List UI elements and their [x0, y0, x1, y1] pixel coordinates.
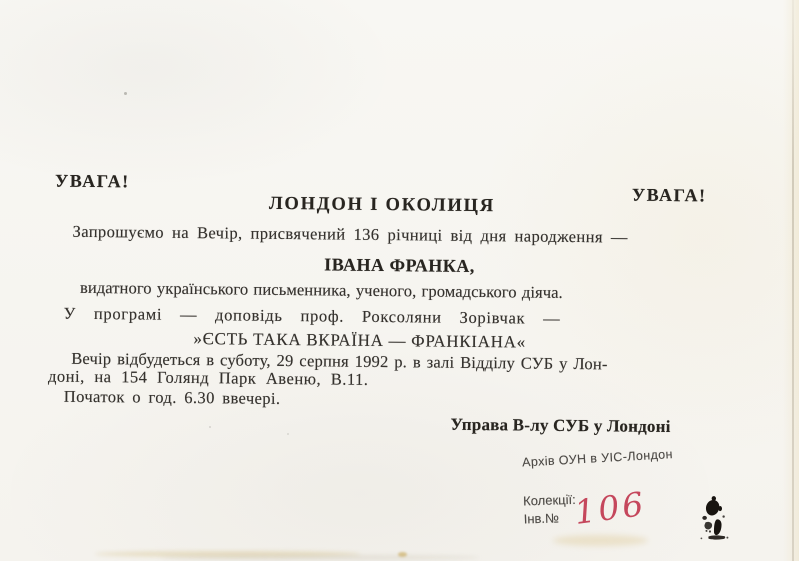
scan-edge-warm-tint: [783, 0, 799, 561]
collection-stamp: [523, 491, 577, 529]
scan-edge-shadow: [792, 0, 794, 561]
bottom-stain: [553, 535, 648, 546]
start-time-line: Початок о год. 6.30 ввечері.: [63, 386, 281, 408]
attention-label-right: УВАГА!: [631, 184, 707, 206]
bottom-stain: [160, 555, 480, 560]
honoree-description: видатного українського письменника, ученого, громадського діяча.: [79, 277, 563, 302]
scan-speck: [287, 433, 289, 435]
program-line: У програмі — доповідь проф. Роксоляни Зорівчак —: [63, 303, 561, 328]
inventory-label: Інв.№: [523, 510, 560, 527]
archive-stamp: Архів ОУН в УІС-Лондон: [521, 447, 674, 470]
inventory-number-handwritten: 106: [572, 483, 649, 532]
scan-speck: [209, 426, 211, 428]
collection-label: Колекції:: [522, 491, 576, 509]
scan-speck: [124, 92, 127, 95]
page-title: ЛОНДОН І ОКОЛИЦЯ: [268, 193, 496, 217]
ink-blot-stamp: [698, 494, 735, 542]
signature-line: Управа В-лу СУБ у Лондоні: [450, 414, 671, 437]
lecture-title: »ЄСТЬ ТАКА ВКРАЇНА — ФРАНКІАНА«: [193, 329, 526, 352]
event-details-line-1: Вечір відбудеться в суботу, 29 серпня 1992 р. в залі Відділу СУБ у Лон-: [71, 348, 608, 374]
event-details-line-2: доні, на 154 Голянд Парк Авеню, В.11.: [47, 366, 369, 389]
intro-line: Запрошуємо на Вечір, присвячений 136 річниці від дня народження —: [72, 221, 628, 247]
honoree-name: ІВАНА ФРАНКА,: [324, 254, 475, 276]
attention-label-left: УВАГА!: [55, 170, 130, 192]
